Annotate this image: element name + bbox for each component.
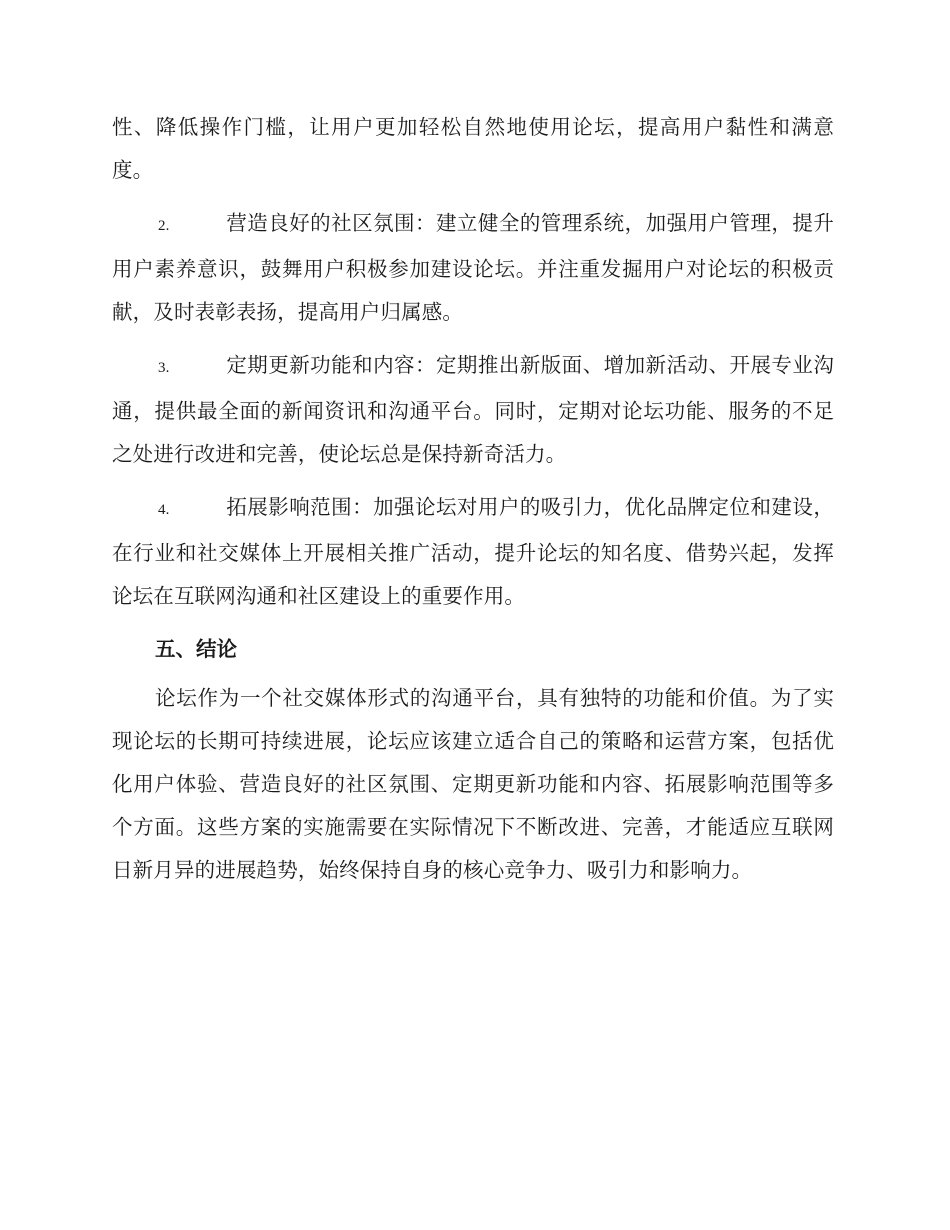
list-item-number: 4. <box>158 502 170 518</box>
list-item-text: 拓展影响范围：加强论坛对用户的吸引力，优化品牌定位和建设，在行业和社交媒体上开展相关推广活动，提升论坛的知名度、借势兴起，发挥论坛在互联网沟通和社区建设上的重要作用。 <box>112 495 834 608</box>
section-heading: 五、结论 <box>155 637 237 661</box>
document-body <box>112 106 834 892</box>
list-item <box>112 486 834 618</box>
list-item-text: 定期更新功能和内容：定期推出新版面、增加新活动、开展专业沟通，提供最全面的新闻资讯和沟通平台。同时，定期对论坛功能、服务的不足之处进行改进和完善，使论坛总是保持新奇活力。 <box>112 353 834 466</box>
list-item <box>112 344 834 476</box>
list-item-number: 3. <box>158 360 170 376</box>
list-item-text: 营造良好的社区氛围：建立健全的管理系统，加强用户管理，提升用户素养意识，鼓舞用户积极参加建设论坛。并注重发掘用户对论坛的积极贡献，及时表彰表扬，提高用户归属感。 <box>112 211 834 324</box>
conclusion-paragraph: 论坛作为一个社交媒体形式的沟通平台，具有独特的功能和价值。为了实现论坛的长期可持续进展，论坛应该建立适合自己的策略和运营方案，包括优化用户体验、营造良好的社区氛围、定期更新功能和内容、拓展影响范围等多个方面。这些方案的实施需要在实际情况下不断改进、完善，才能适应互联网日新月异的进展趋势，始终保持自身的核心竞争力、吸引力和影响力。 <box>112 686 834 882</box>
list-item <box>112 202 834 334</box>
intro-continuation-paragraph: 性、降低操作门槛，让用户更加轻松自然地使用论坛，提高用户黏性和满意度。 <box>112 115 834 182</box>
list-item-number: 2. <box>158 218 170 234</box>
